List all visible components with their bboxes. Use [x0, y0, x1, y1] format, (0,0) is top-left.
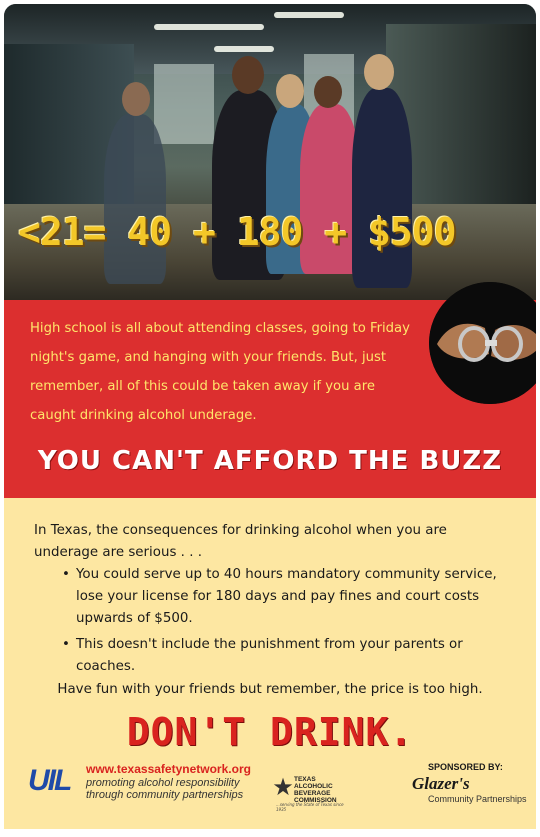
list-item: • You could serve up to 40 hours mandatory community service, lose your license for 180 days and pay fines and court costs upwards of $500.: [62, 564, 512, 630]
tabc-subtitle: ...serving the State of Texas since 1935: [276, 802, 344, 812]
sponsor-subtitle: Community Partnerships: [428, 794, 527, 804]
handcuffs-image: [429, 282, 536, 404]
tagline: YOU CAN'T AFFORD THE BUZZ: [37, 446, 503, 476]
closing-line: Have fun with your friends but remember, the price is too high.: [57, 682, 483, 697]
consequences-intro: In Texas, the consequences for drinking alcohol when you are underage are serious . . .: [34, 523, 447, 560]
uil-logo-text: UIL: [28, 764, 71, 797]
intro-paragraph: High school is all about attending classes, going to Friday night's game, and hanging with your friends. But, just remember, all of this could be taken away if you are caught drinking alcohol underage.: [30, 321, 410, 423]
tabc-logo: [270, 773, 344, 812]
hallway-photo: [4, 4, 536, 300]
sponsor-logo: Glazer's: [412, 774, 470, 793]
sponsored-label: SPONSORED BY:: [428, 762, 503, 772]
consequence-list: [62, 564, 512, 682]
red-band: [4, 300, 536, 498]
footer-tagline: promoting alcohol responsibility through community partnerships: [86, 777, 244, 801]
headline-equation: <21= 40 + 180 + $500: [18, 210, 456, 254]
list-item: • This doesn't include the punishment from your parents or coaches.: [62, 634, 512, 678]
call-to-action: DON'T DRINK.: [126, 710, 414, 754]
uil-logo: [28, 764, 78, 798]
poster: [4, 4, 536, 829]
tabc-name: TEXAS ALCOHOLIC BEVERAGE COMMISSION: [294, 776, 337, 804]
cream-band: [4, 498, 536, 829]
texas-star-icon: ★: [272, 773, 294, 801]
website-link[interactable]: www.texassafetynetwork.org: [86, 762, 251, 776]
